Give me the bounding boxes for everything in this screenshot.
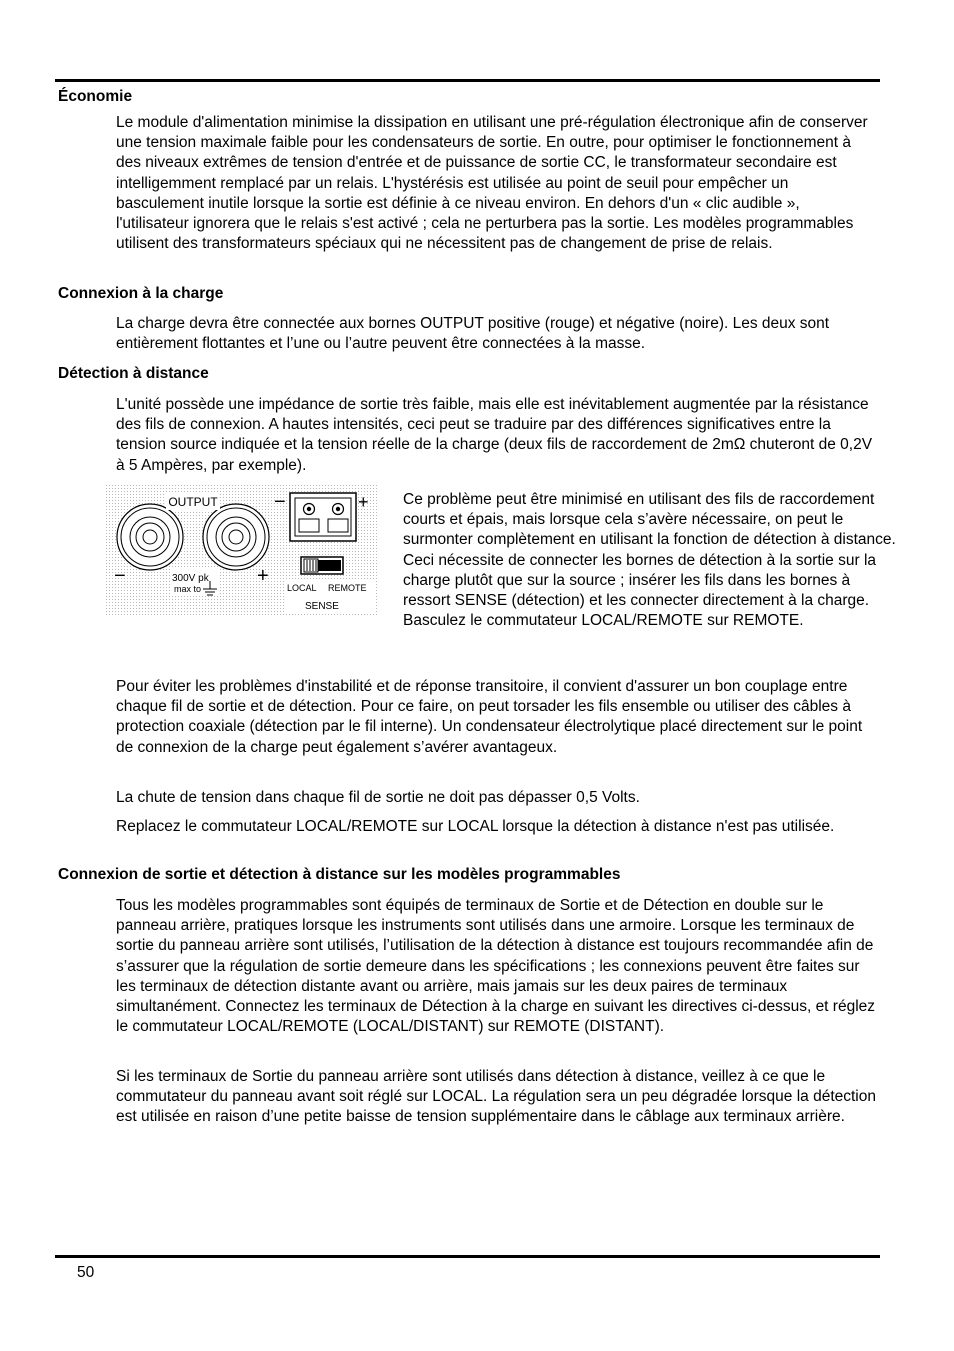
heading-connexion: Connexion à la charge bbox=[58, 285, 224, 302]
heading-economie: Économie bbox=[58, 88, 133, 105]
rating-line-1: 300V pk bbox=[172, 573, 209, 584]
output-plus-symbol: + bbox=[257, 565, 269, 587]
sense-label: SENSE bbox=[305, 601, 339, 612]
sense-minus-symbol: − bbox=[274, 491, 286, 513]
heading-programmables: Connexion de sortie et détection à distance sur les modèles programmables bbox=[58, 866, 621, 883]
local-remote-switch bbox=[301, 557, 343, 574]
paragraph-economie: Le module d'alimentation minimise la dissipation en utilisant une pré-régulation électronique afin de conserver une tension maximale faible pour les condensateurs de sortie. En outre, pour optimiser le fonctionnement à des niveaux extrêmes de tension d'entrée et de puissance de sortie CC, le transformateur secondaire est intelligemment remplacé par un relais. L'hystérésis est utilisée au point de seuil pour empêcher un basculement inutile lorsque la sortie est définie à ce niveau environ. En dehors d'un « clic audible », l'utilisateur ignorera que le relais s'est activé ; cela ne perturbera pas la sortie. Les modèles programmables utilisent des transformateurs spéciaux qui ne nécessitent pas de changement de prise de relais. bbox=[116, 114, 868, 253]
paragraph-programmables-2: Si les terminaux de Sortie du panneau arrière sont utilisés dans détection à distance, veillez à ce que le commutateur du panneau avant soit réglé sur LOCAL. La régulation sera un peu dégradée lorsque la détection est utilisée en raison d’une petite baisse de tension supplémentaire dans le câblage aux terminaux arrière. bbox=[116, 1068, 876, 1126]
output-minus-symbol: − bbox=[114, 565, 126, 587]
page-number: 50 bbox=[77, 1264, 95, 1281]
paragraph-programmables-1: Tous les modèles programmables sont équipés de terminaux de Sortie et de Détection en double sur le panneau arrière, pratiques lorsque les instruments sont utilisés dans une armoire. Lorsque les terminaux de sortie du panneau arrière sont utilisés, l’utilisation de la détection à distance est toujours recommandée afin de s’assurer que la régulation de sortie demeure dans les spécifications ; les connexions peuvent être faites sur les terminaux de détection distante avant ou arrière, mais jamais sur les deux paires de terminaux simultanément. Connectez les terminaux de Détection à la charge en suivant les directives ci-dessus, et réglez le commutateur LOCAL/REMOTE (LOCAL/DISTANT) sur REMOTE (DISTANT). bbox=[116, 897, 876, 1036]
heading-detection: Détection à distance bbox=[58, 365, 209, 382]
output-terminal-negative bbox=[117, 504, 183, 570]
paragraph-detection-3: Pour éviter les problèmes d'instabilité et de réponse transitoire, il convient d'assurer un bon couplage entre chaque fil de sortie et de détection. Pour ce faire, on peut torsader les fils ensemble ou utiliser des câbles à protection coaxiale (détection par le fil interne). Un condensateur électrolytique placé directement sur le point de connexion de la charge peut également s’avérer avantageux. bbox=[116, 678, 863, 756]
sense-spring-terminals bbox=[290, 493, 356, 541]
paragraph-detection-5: Replacez le commutateur LOCAL/REMOTE sur LOCAL lorsque la détection à distance n'est pas utilisée. bbox=[116, 818, 835, 835]
remote-label: REMOTE bbox=[328, 583, 367, 593]
paragraph-detection-1: L'unité possède une impédance de sortie très faible, mais elle est inévitablement augmentée par la résistance des fils de connexion. A hautes intensités, ceci peut se traduire par des différences significatives entre la tension source indiquée et la tension réelle de la charge (deux fils de raccordement de 2mΩ chuteront de 0,2V à 5 Ampères, par exemple). bbox=[116, 396, 873, 474]
bottom-rule bbox=[55, 1255, 880, 1258]
sense-plus-symbol: + bbox=[358, 492, 369, 512]
top-rule bbox=[55, 79, 880, 82]
front-panel-terminals-figure bbox=[106, 485, 378, 615]
output-terminal-positive bbox=[203, 504, 269, 570]
output-label: OUTPUT bbox=[168, 495, 218, 509]
local-label: LOCAL bbox=[287, 583, 317, 593]
paragraph-connexion: La charge devra être connectée aux bornes OUTPUT positive (rouge) et négative (noire). Les deux sont entièrement flottantes et l’une ou l’autre peuvent être connectées à la masse. bbox=[116, 315, 830, 353]
paragraph-detection-4: La chute de tension dans chaque fil de sortie ne doit pas dépasser 0,5 Volts. bbox=[116, 789, 640, 806]
rating-line-2: max to bbox=[174, 584, 202, 594]
paragraph-detection-2: Ce problème peut être minimisé en utilisant des fils de raccordement courts et épais, mais lorsque cela s’avère nécessaire, on peut le surmonter complètement en utilisant la fonction de détection à distance. Ceci nécessite de connecter les bornes de détection à la sortie sur la charge plutôt que sur la source ; insérer les fils dans les bornes à ressort SENSE (détection) et les connecter directement à la charge. Basculez le commutateur LOCAL/REMOTE sur REMOTE. bbox=[403, 491, 896, 630]
